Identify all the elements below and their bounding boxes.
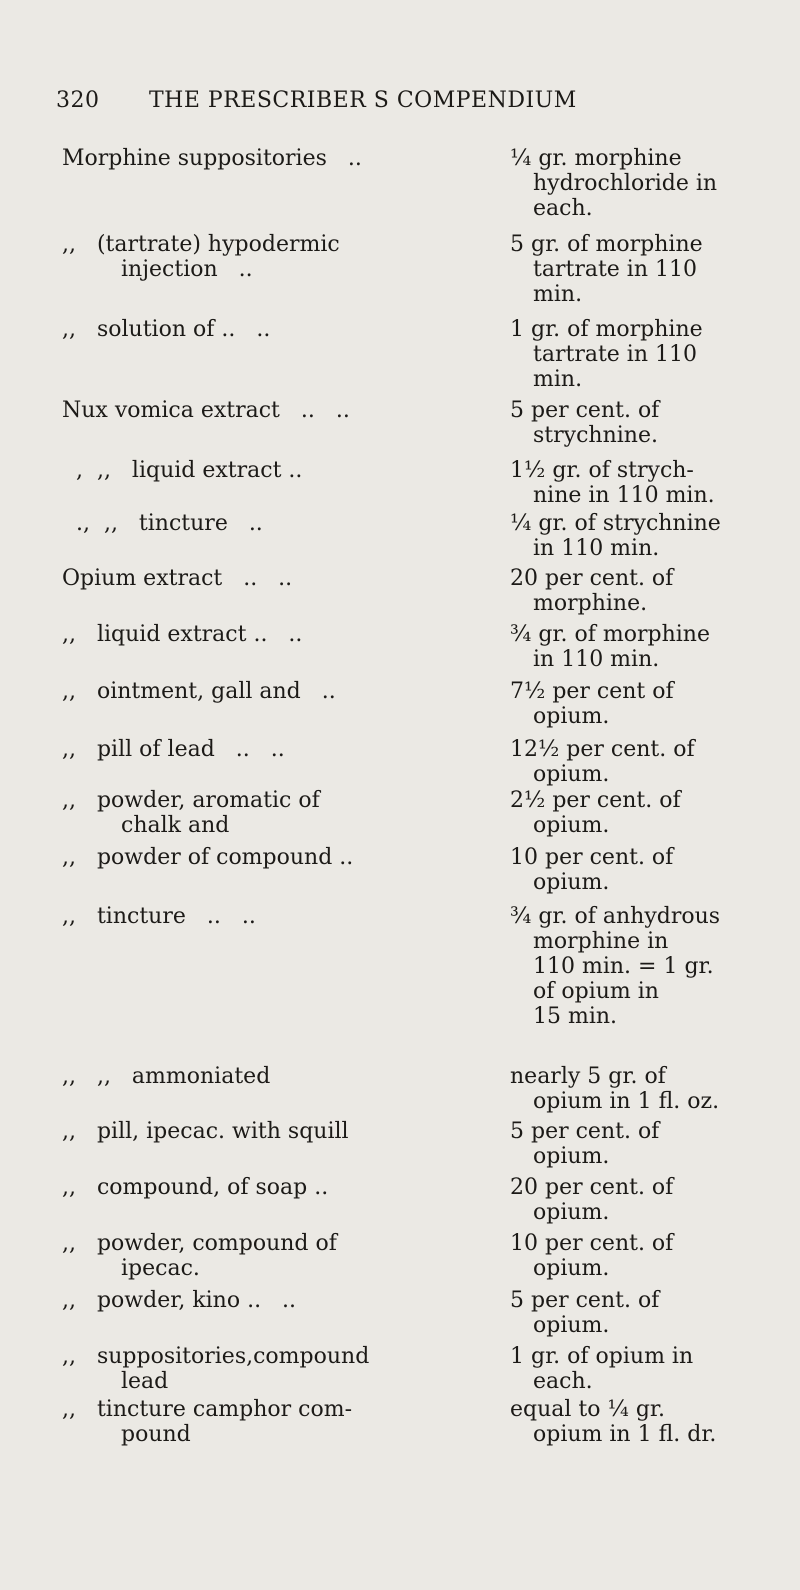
entry-strength — [510, 679, 790, 729]
entry-strength-line: in 110 min. — [533, 536, 660, 561]
entry-strength — [510, 737, 790, 787]
entry-strength-line: opium. — [533, 1256, 610, 1281]
entry-strength-line: 10 per cent. of — [510, 845, 674, 870]
entry-strength-line: tartrate in 110 — [533, 342, 697, 367]
entry-name — [62, 622, 497, 647]
entry-name-continuation: chalk and — [121, 813, 230, 838]
entry-strength-line: 10 per cent. of — [510, 1231, 674, 1256]
entry-strength — [510, 1344, 790, 1394]
entry-name — [62, 679, 497, 704]
entry-name — [62, 1119, 497, 1144]
page-number: 320 — [56, 88, 100, 113]
entry-strength — [510, 232, 790, 307]
entry-strength-line: 5 per cent. of — [510, 1288, 660, 1313]
entry-strength-line: opium. — [533, 704, 610, 729]
entry-name — [62, 1231, 497, 1281]
entry-strength-line: each. — [533, 1369, 593, 1394]
entry-strength-line: each. — [533, 196, 593, 221]
entry-name-line: ,, ointment, gall and .. — [62, 679, 336, 704]
entry-name — [62, 511, 497, 536]
entry-strength — [510, 511, 790, 561]
entry-strength-line: opium. — [533, 813, 610, 838]
entry-name — [62, 788, 497, 838]
entry-name-line: ,, powder, aromatic of — [62, 788, 320, 813]
entry-name-line: ,, suppositories,compound — [62, 1344, 370, 1369]
entry-strength-line: nine in 110 min. — [533, 483, 715, 508]
entry-strength — [510, 398, 790, 448]
entry-name — [62, 1175, 497, 1200]
entry-name-line: ,, tincture .. .. — [62, 904, 256, 929]
entry-name-continuation: lead — [121, 1369, 169, 1394]
entry-name-continuation: injection .. — [121, 257, 253, 282]
entry-name — [62, 845, 497, 870]
entry-name-line: ,, compound, of soap .. — [62, 1175, 329, 1200]
entry-name-line: Opium extract .. .. — [62, 566, 293, 591]
entry-strength-line: 5 per cent. of — [510, 1119, 660, 1144]
entry-strength-line: morphine in — [533, 929, 669, 954]
entry-strength — [510, 1397, 790, 1447]
entry-strength-line: opium. — [533, 870, 610, 895]
entry-name — [62, 1064, 497, 1089]
entry-strength-line: 20 per cent. of — [510, 1175, 674, 1200]
entry-name — [62, 737, 497, 762]
entry-name — [62, 458, 497, 483]
entry-strength-line: 2½ per cent. of — [510, 788, 681, 813]
entry-strength-line: 20 per cent. of — [510, 566, 674, 591]
entry-name-line: ,, powder, compound of — [62, 1231, 337, 1256]
entry-strength-line: 1 gr. of opium in — [510, 1344, 694, 1369]
entry-name-line: ,, ,, ammoniated — [62, 1064, 271, 1089]
entry-name — [62, 1344, 497, 1394]
entry-strength — [510, 904, 790, 1029]
entry-strength-line: 5 gr. of morphine — [510, 232, 703, 257]
entry-name-line: ,, liquid extract .. .. — [62, 622, 303, 647]
entry-strength-line: 110 min. = 1 gr. — [533, 954, 714, 979]
entry-strength-line: min. — [533, 367, 583, 392]
entry-strength — [510, 317, 790, 392]
entry-strength-line: in 110 min. — [533, 647, 660, 672]
entry-name-continuation: pound — [121, 1422, 191, 1447]
entry-strength-line: opium in 1 fl. dr. — [533, 1422, 717, 1447]
entry-name-line: ., ,, tincture .. — [62, 511, 263, 536]
entry-name-line: ,, pill of lead .. .. — [62, 737, 285, 762]
entry-name — [62, 1397, 497, 1447]
entry-strength — [510, 1288, 790, 1338]
entry-strength-line: opium. — [533, 762, 610, 787]
entry-strength-line: of opium in — [533, 979, 659, 1004]
entry-strength-line: ¼ gr. morphine — [510, 146, 682, 171]
entry-name — [62, 1288, 497, 1313]
entry-strength — [510, 622, 790, 672]
entry-strength-line: 1 gr. of morphine — [510, 317, 703, 342]
running-title: THE PRESCRIBER S COMPENDIUM — [149, 88, 577, 113]
entry-strength — [510, 1064, 790, 1114]
entry-strength-line: hydrochloride in — [533, 171, 718, 196]
entry-strength-line: ¼ gr. of strychnine — [510, 511, 721, 536]
entry-name-line: ,, powder, kino .. .. — [62, 1288, 297, 1313]
entry-name-line: , ,, liquid extract .. — [62, 458, 303, 483]
entry-strength-line: tartrate in 110 — [533, 257, 697, 282]
entry-name-line: Morphine suppositories .. — [62, 146, 362, 171]
entry-strength-line: opium. — [533, 1313, 610, 1338]
entry-strength-line: 7½ per cent of — [510, 679, 674, 704]
entry-name-line: ,, (tartrate) hypodermic — [62, 232, 340, 257]
entry-strength — [510, 1231, 790, 1281]
entry-strength-line: 1½ gr. of strych- — [510, 458, 694, 483]
entry-name — [62, 146, 497, 171]
entry-strength-line: opium. — [533, 1200, 610, 1225]
entry-strength — [510, 1119, 790, 1169]
entry-name — [62, 566, 497, 591]
entry-strength — [510, 566, 790, 616]
entry-strength-line: equal to ¼ gr. — [510, 1397, 665, 1422]
entry-strength-line: morphine. — [533, 591, 648, 616]
entry-name-line: ,, powder of compound .. — [62, 845, 354, 870]
entry-name-continuation: ipecac. — [121, 1256, 200, 1281]
entry-strength-line: min. — [533, 282, 583, 307]
entry-name-line: ,, tincture camphor com- — [62, 1397, 353, 1422]
entry-strength-line: ¾ gr. of anhydrous — [510, 904, 721, 929]
entry-strength-line: nearly 5 gr. of — [510, 1064, 666, 1089]
entry-name-line: Nux vomica extract .. .. — [62, 398, 350, 423]
entry-name — [62, 317, 497, 342]
entry-name — [62, 904, 497, 929]
entry-strength-line: ¾ gr. of morphine — [510, 622, 710, 647]
entry-strength — [510, 845, 790, 895]
entry-strength-line: 15 min. — [533, 1004, 618, 1029]
entry-name-line: ,, pill, ipecac. with squill — [62, 1119, 349, 1144]
entry-strength-line: 5 per cent. of — [510, 398, 660, 423]
entry-strength-line: 12½ per cent. of — [510, 737, 695, 762]
entry-strength — [510, 146, 790, 221]
entry-name-line: ,, solution of .. .. — [62, 317, 271, 342]
entry-name — [62, 232, 497, 282]
entry-strength-line: opium. — [533, 1144, 610, 1169]
entry-strength — [510, 458, 790, 508]
entry-strength-line: opium in 1 fl. oz. — [533, 1089, 720, 1114]
entry-name — [62, 398, 497, 423]
entry-strength — [510, 788, 790, 838]
entry-strength-line: strychnine. — [533, 423, 658, 448]
entry-strength — [510, 1175, 790, 1225]
